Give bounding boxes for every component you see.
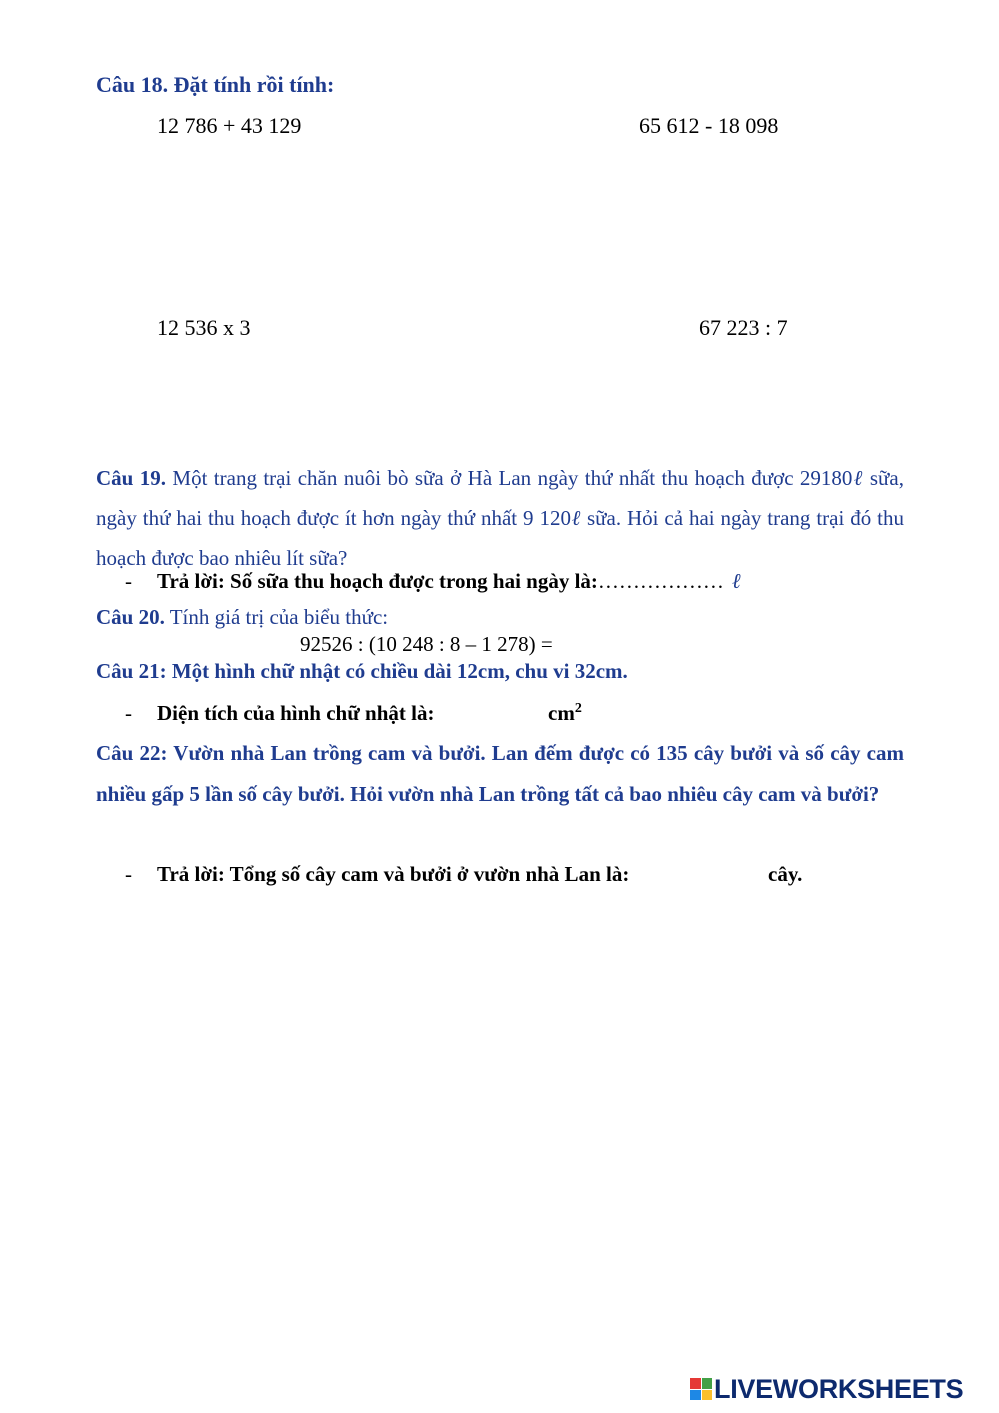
liveworksheets-logo	[690, 1372, 963, 1406]
logo-square-blue	[690, 1390, 701, 1401]
q21-unit	[548, 701, 582, 726]
q18-item-multiplication: 12 536 x 3	[157, 315, 251, 340]
q18-item-subtraction: 65 612 - 18 098	[639, 113, 779, 138]
q18-item-addition: 12 786 + 43 129	[157, 113, 302, 138]
q19-answer-blank[interactable]: ………………	[597, 569, 724, 593]
q19-paragraph	[96, 458, 904, 578]
q22-answer-unit: cây.	[768, 862, 803, 886]
q21-title: Câu 21: Một hình chữ nhật có chiều dài 12cm, chu vi 32cm.	[96, 659, 628, 683]
q19-answer-label: Trả lời: Số sữa thu hoạch được trong hai ngày là:	[157, 569, 598, 593]
q21-unit-exponent: 2	[574, 701, 582, 716]
logo-square-yellow	[702, 1390, 713, 1401]
liveworksheets-brand-text: LIVEWORKSHEETS	[714, 1373, 964, 1404]
q21-answer-label: Diện tích của hình chữ nhật là:	[157, 701, 435, 725]
q19-label: Câu 19.	[96, 466, 166, 490]
q22-answer-dash: -	[125, 862, 132, 886]
q19-answer-dash: -	[125, 569, 132, 593]
q21-unit-base: cm	[548, 701, 575, 725]
q20-text: Tính giá trị của biểu thức:	[164, 605, 389, 629]
q18-title: Câu 18. Đặt tính rồi tính:	[96, 72, 335, 97]
liveworksheets-logo-icon	[690, 1378, 712, 1400]
q21-answer-dash: -	[125, 701, 132, 725]
liter-symbol: ℓ	[731, 569, 741, 593]
q19-text-part3: sữa. Hỏi cả hai ngày trang trại đó thu hoạch được bao nhiêu lít sữa?	[96, 506, 905, 570]
q20-label: Câu 20.	[96, 605, 165, 629]
q19-answer-line	[157, 569, 741, 594]
logo-square-red	[690, 1378, 701, 1389]
q22-answer-label: Trả lời: Tổng số cây cam và bưởi ở vườn nhà Lan là:	[157, 862, 630, 886]
q20-line	[96, 605, 388, 630]
q19-text-part1: Một trang trại chăn nuôi bò sữa ở Hà Lan ngày thứ nhất thu hoạch được 29180	[166, 466, 853, 490]
logo-square-green	[702, 1378, 713, 1389]
q18-item-division: 67 223 : 7	[699, 315, 788, 340]
liter-symbol: ℓ	[570, 506, 582, 530]
q19-text-part2: sữa, ngày thứ hai thu hoạch được ít hơn ngày thứ nhất 9 120	[96, 466, 904, 530]
q22-title: Câu 22: Vườn nhà Lan trồng cam và bưởi. Lan đếm được có 135 cây bưởi và số cây cam nhiều gấp 5 lần số cây bưởi. Hỏi vườn nhà Lan trồng tất cả bao nhiêu cây cam và bưởi?	[96, 741, 904, 806]
liter-symbol: ℓ	[852, 466, 864, 490]
q20-expression: 92526 : (10 248 : 8 – 1 278) =	[300, 632, 553, 656]
